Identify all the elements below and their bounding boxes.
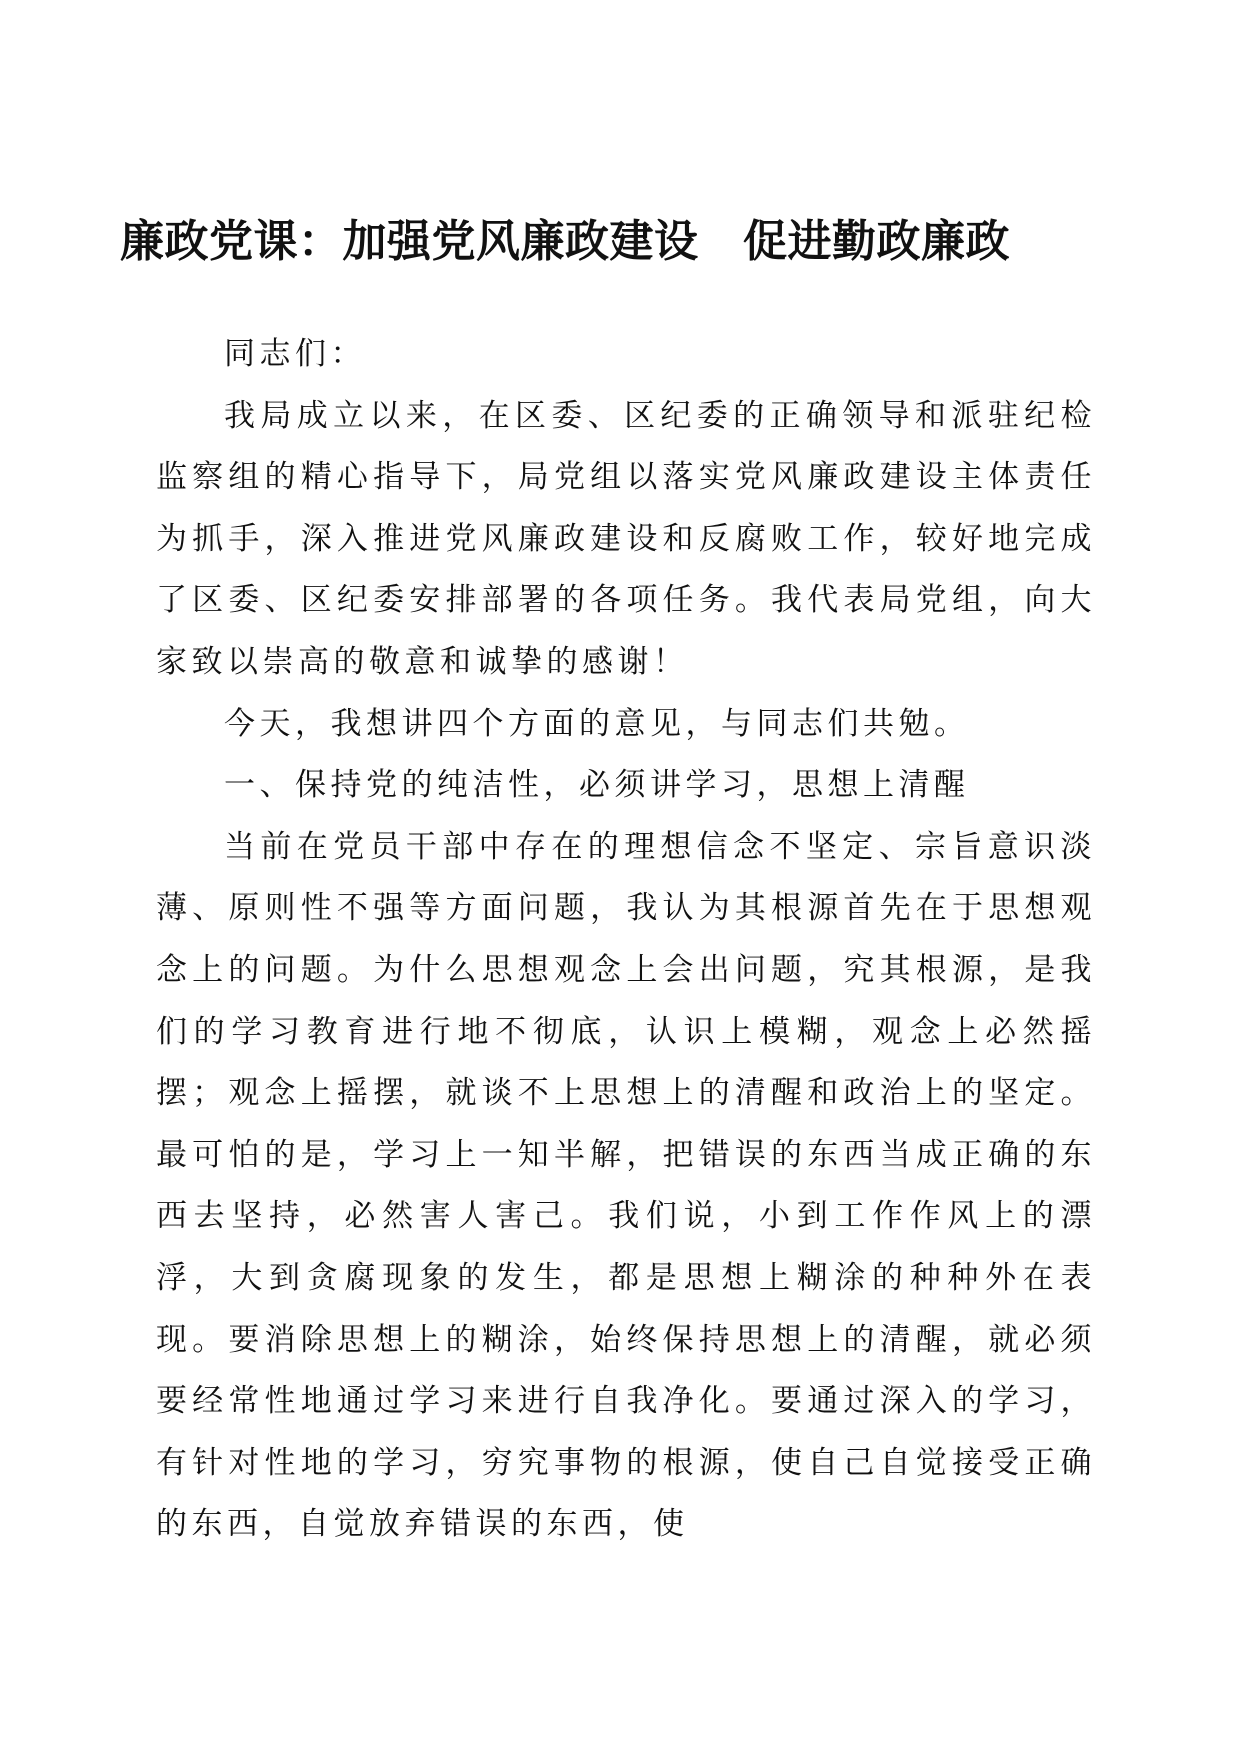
salutation: 同志们： (224, 336, 366, 372)
document-body (156, 324, 1096, 1556)
paragraph-intro: 我局成立以来，在区委、区纪委的正确领导和派驻纪检监察组的精心指导下，局党组以落实党风廉政建设主体责任为抓手，深入推进党风廉政建设和反腐败工作，较好地完成了区委、区纪委安排部署的各项任务。我代表局党组，向大家致以崇高的敬意和诚挚的感谢！ (156, 397, 1096, 680)
paragraph-preface: 今天，我想讲四个方面的意见，与同志们共勉。 (224, 705, 970, 742)
section-heading-1: 一、保持党的纯洁性，必须讲学习，思想上清醒 (224, 767, 970, 804)
paragraph-section-1: 当前在党员干部中存在的理想信念不坚定、宗旨意识淡薄、原则性不强等方面问题，我认为其根源首先在于思想观念上的问题。为什么思想观念上会出问题，究其根源，是我们的学习教育进行地不彻底，认识上模糊，观念上必然摇摆；观念上摇摆，就谈不上思想上的清醒和政治上的坚定。最可怕的是，学习上一知半解，把错误的东西当成正确的东西去坚持，必然害人害己。我们说，小到工作作风上的漂浮，大到贪腐现象的发生，都是思想上糊涂的种种外在表现。要消除思想上的糊涂，始终保持思想上的清醒，就必须要经常性地通过学习来进行自我净化。要通过深入的学习，有针对性地的学习，穷究事物的根源，使自己自觉接受正确的东西，自觉放弃错误的东西，使 (156, 828, 1096, 1543)
document-title: 廉政党课：加强党风廉政建设 促进勤政廉政 (120, 216, 1010, 267)
